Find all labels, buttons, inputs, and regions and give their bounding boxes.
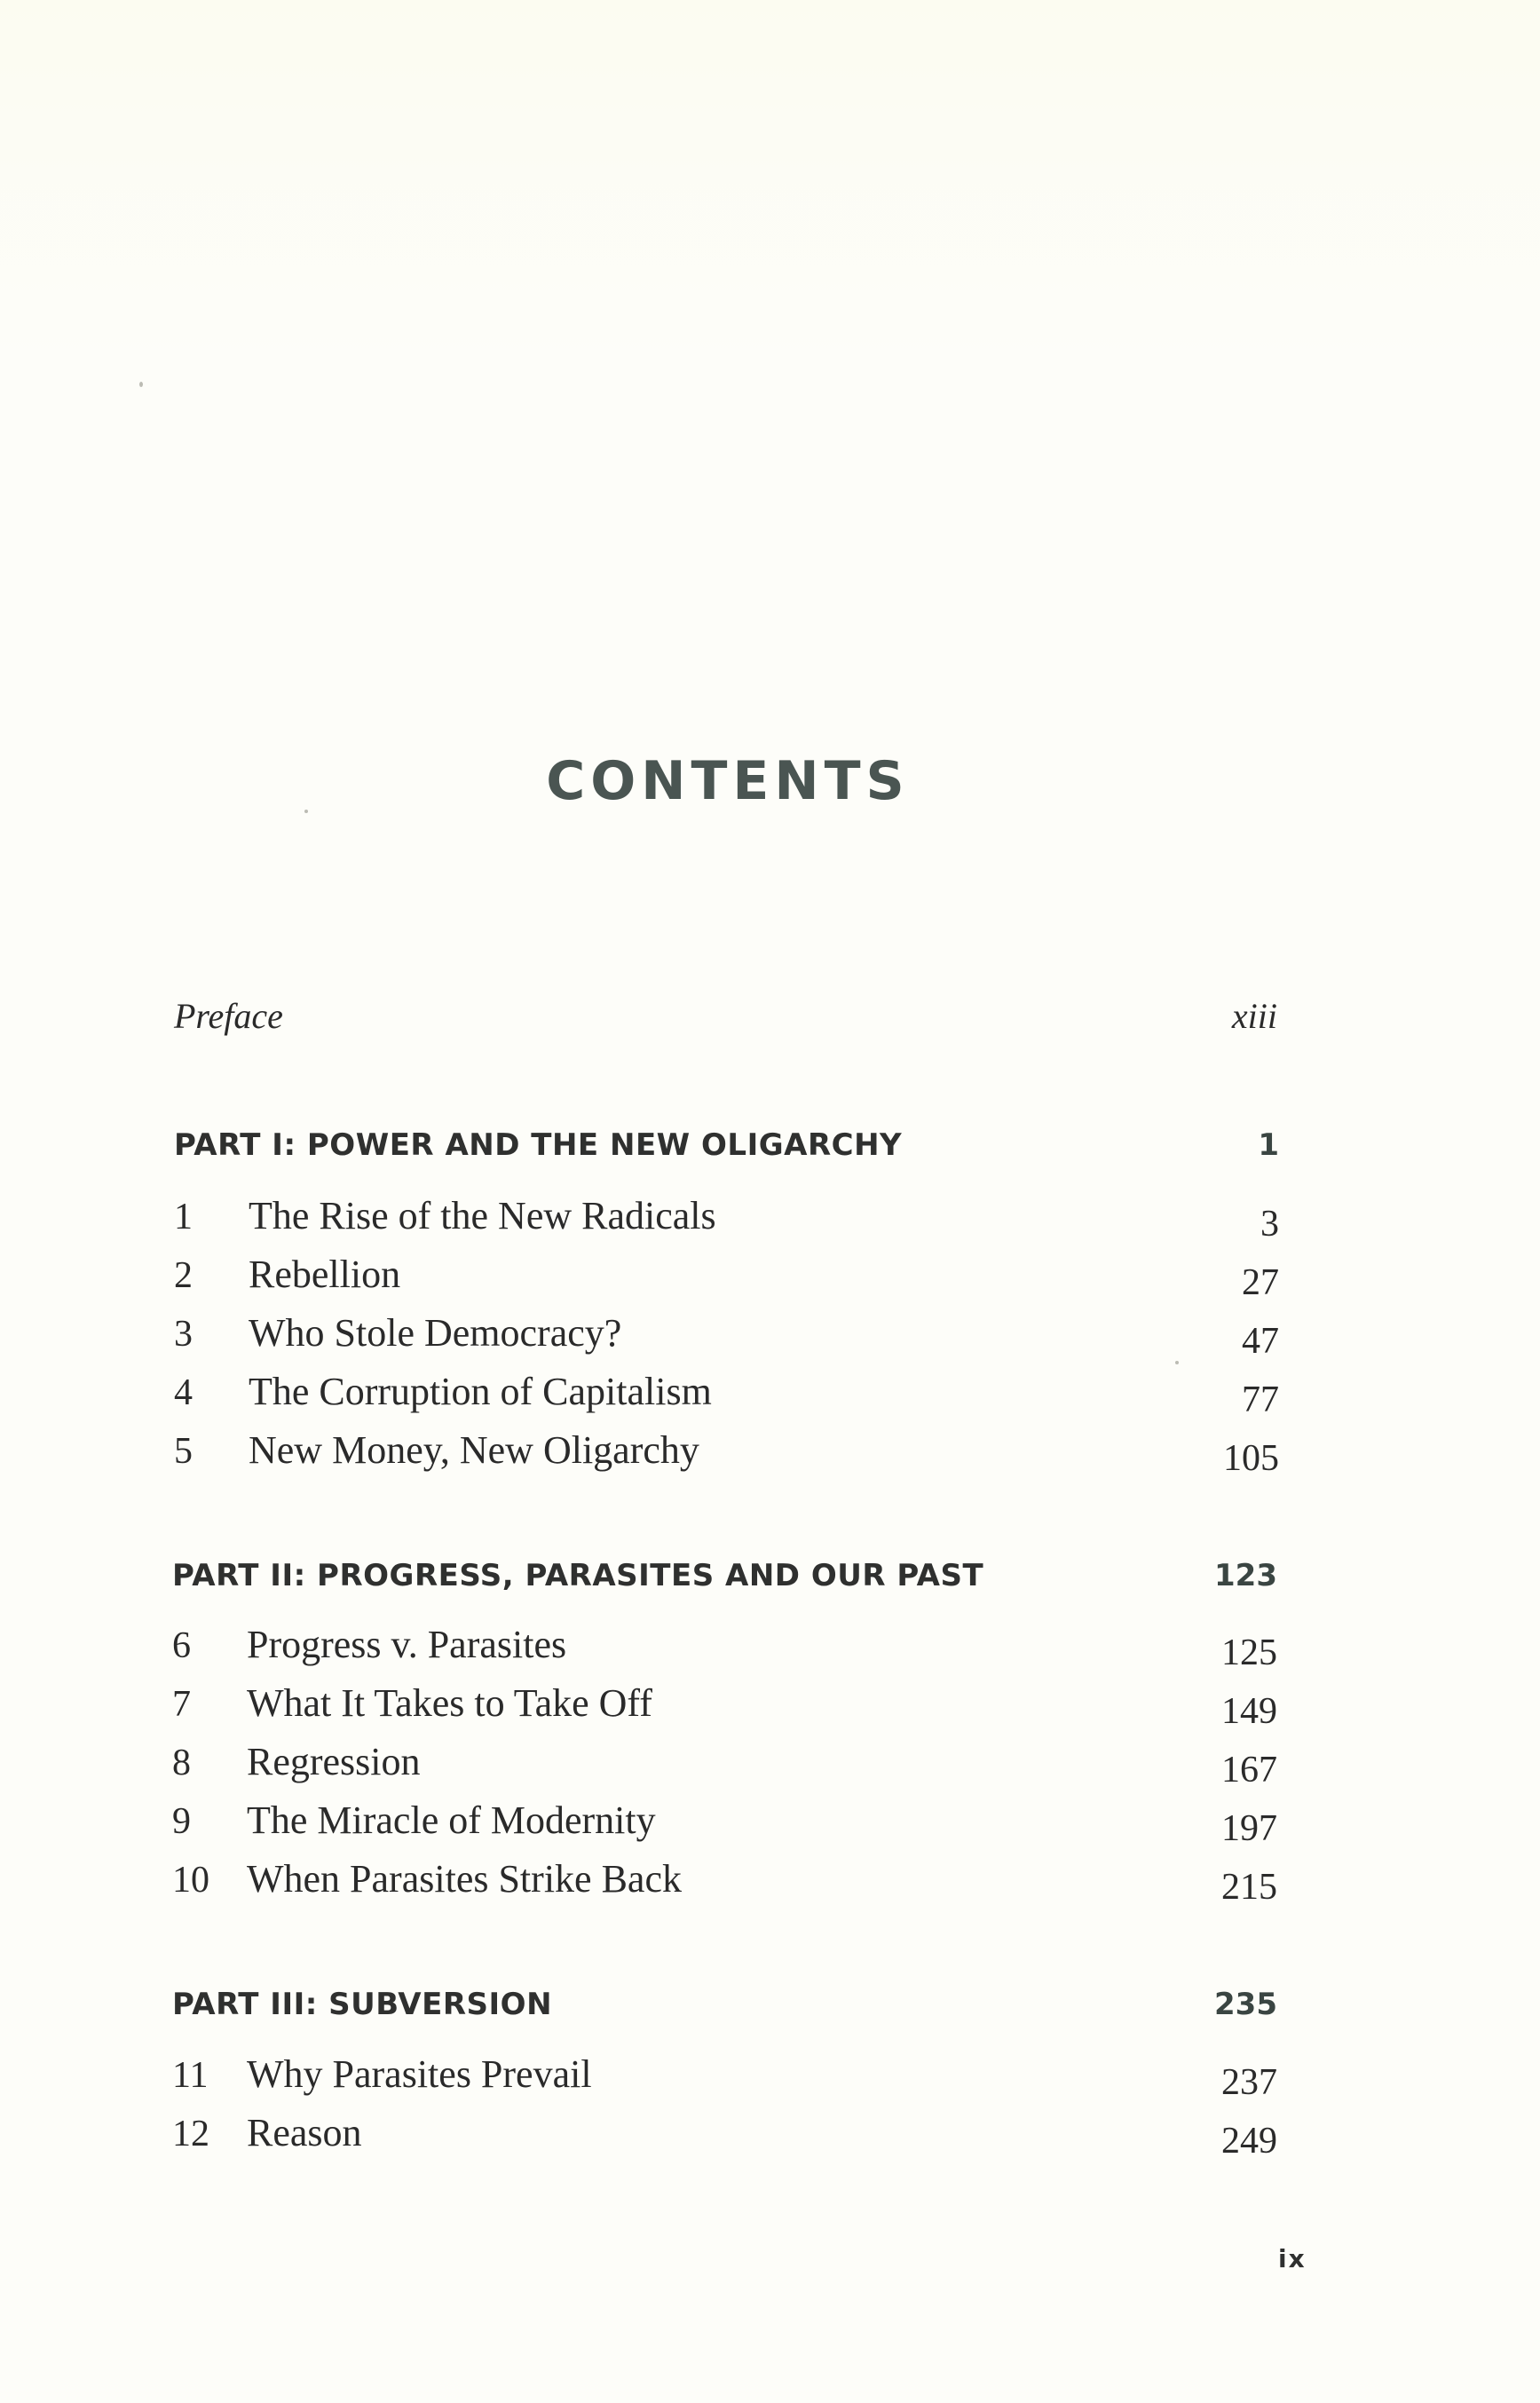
chapter-number: 11 [172,2055,209,2096]
toc-chapter-3[interactable] [174,1302,1279,1362]
chapter-number: 12 [172,2114,209,2154]
chapter-page-number: 197 [1221,1808,1277,1849]
chapter-title: Rebellion [249,1253,401,1296]
chapter-page-number: 47 [1242,1321,1279,1362]
part-page-number: 1 [1258,1127,1279,1163]
chapter-number: 1 [174,1197,193,1237]
chapter-number: 6 [172,1625,191,1666]
chapter-title: Why Parasites Prevail [247,2052,592,2096]
chapter-number: 10 [172,1860,209,1901]
chapter-page-number: 249 [1221,2121,1277,2162]
part-page-number: 235 [1214,1987,1277,2022]
toc-part-3[interactable] [172,1969,1277,2022]
part-label: PART III: SUBVERSION [172,1987,553,2022]
part-label: PART I: POWER AND THE NEW OLIGARCHY [174,1127,903,1163]
toc-chapter-9[interactable] [172,1790,1277,1849]
toc-chapter-10[interactable] [172,1848,1277,1908]
chapter-title: When Parasites Strike Back [247,1857,682,1901]
chapter-title: Progress v. Parasites [247,1623,567,1666]
chapter-page-number: 237 [1221,2062,1277,2103]
toc-chapter-5[interactable] [174,1419,1279,1479]
part-page-number: 123 [1214,1558,1277,1593]
toc-chapter-4[interactable] [174,1361,1279,1420]
toc-part-2[interactable] [172,1540,1277,1593]
chapter-title: Reason [247,2111,362,2154]
chapter-page-number: 27 [1242,1262,1279,1303]
chapter-number: 3 [174,1314,193,1355]
chapter-title: What It Takes to Take Off [247,1681,652,1725]
toc-chapter-6[interactable] [172,1614,1277,1673]
chapter-title: The Miracle of Modernity [247,1798,656,1842]
chapter-title: The Corruption of Capitalism [249,1370,712,1413]
chapter-page-number: 167 [1221,1750,1277,1790]
chapter-title: New Money, New Oligarchy [249,1428,699,1472]
toc-chapter-11[interactable] [172,2043,1277,2103]
page-folio: ix [1278,2244,1307,2273]
chapter-number: 9 [172,1801,191,1842]
page-title: CONTENTS [546,750,910,812]
toc-chapter-2[interactable] [174,1244,1279,1303]
chapter-number: 4 [174,1372,193,1413]
chapter-title: Regression [247,1740,421,1783]
toc-chapter-1[interactable] [174,1185,1279,1245]
chapter-page-number: 3 [1260,1204,1279,1245]
chapter-title: The Rise of the New Radicals [249,1194,716,1237]
toc-chapter-8[interactable] [172,1731,1277,1790]
chapter-page-number: 77 [1242,1379,1279,1420]
chapter-page-number: 105 [1223,1438,1279,1479]
chapter-number: 8 [172,1743,191,1783]
toc-part-1[interactable] [174,1110,1279,1163]
part-label: PART II: PROGRESS, PARASITES AND OUR PAST [172,1558,984,1593]
chapter-number: 2 [174,1255,193,1296]
preface-label: Preface [174,996,283,1036]
chapter-page-number: 149 [1221,1691,1277,1732]
toc-chapter-12[interactable] [172,2102,1277,2162]
chapter-number: 7 [172,1684,191,1725]
preface-page-number: xiii [1231,996,1277,1036]
chapter-number: 5 [174,1431,193,1472]
chapter-page-number: 125 [1221,1632,1277,1673]
toc-chapter-7[interactable] [172,1672,1277,1732]
chapter-page-number: 215 [1221,1867,1277,1908]
chapter-title: Who Stole Democracy? [249,1311,622,1355]
toc-entry-preface[interactable] [174,984,1279,1037]
scan-speck [139,382,143,387]
